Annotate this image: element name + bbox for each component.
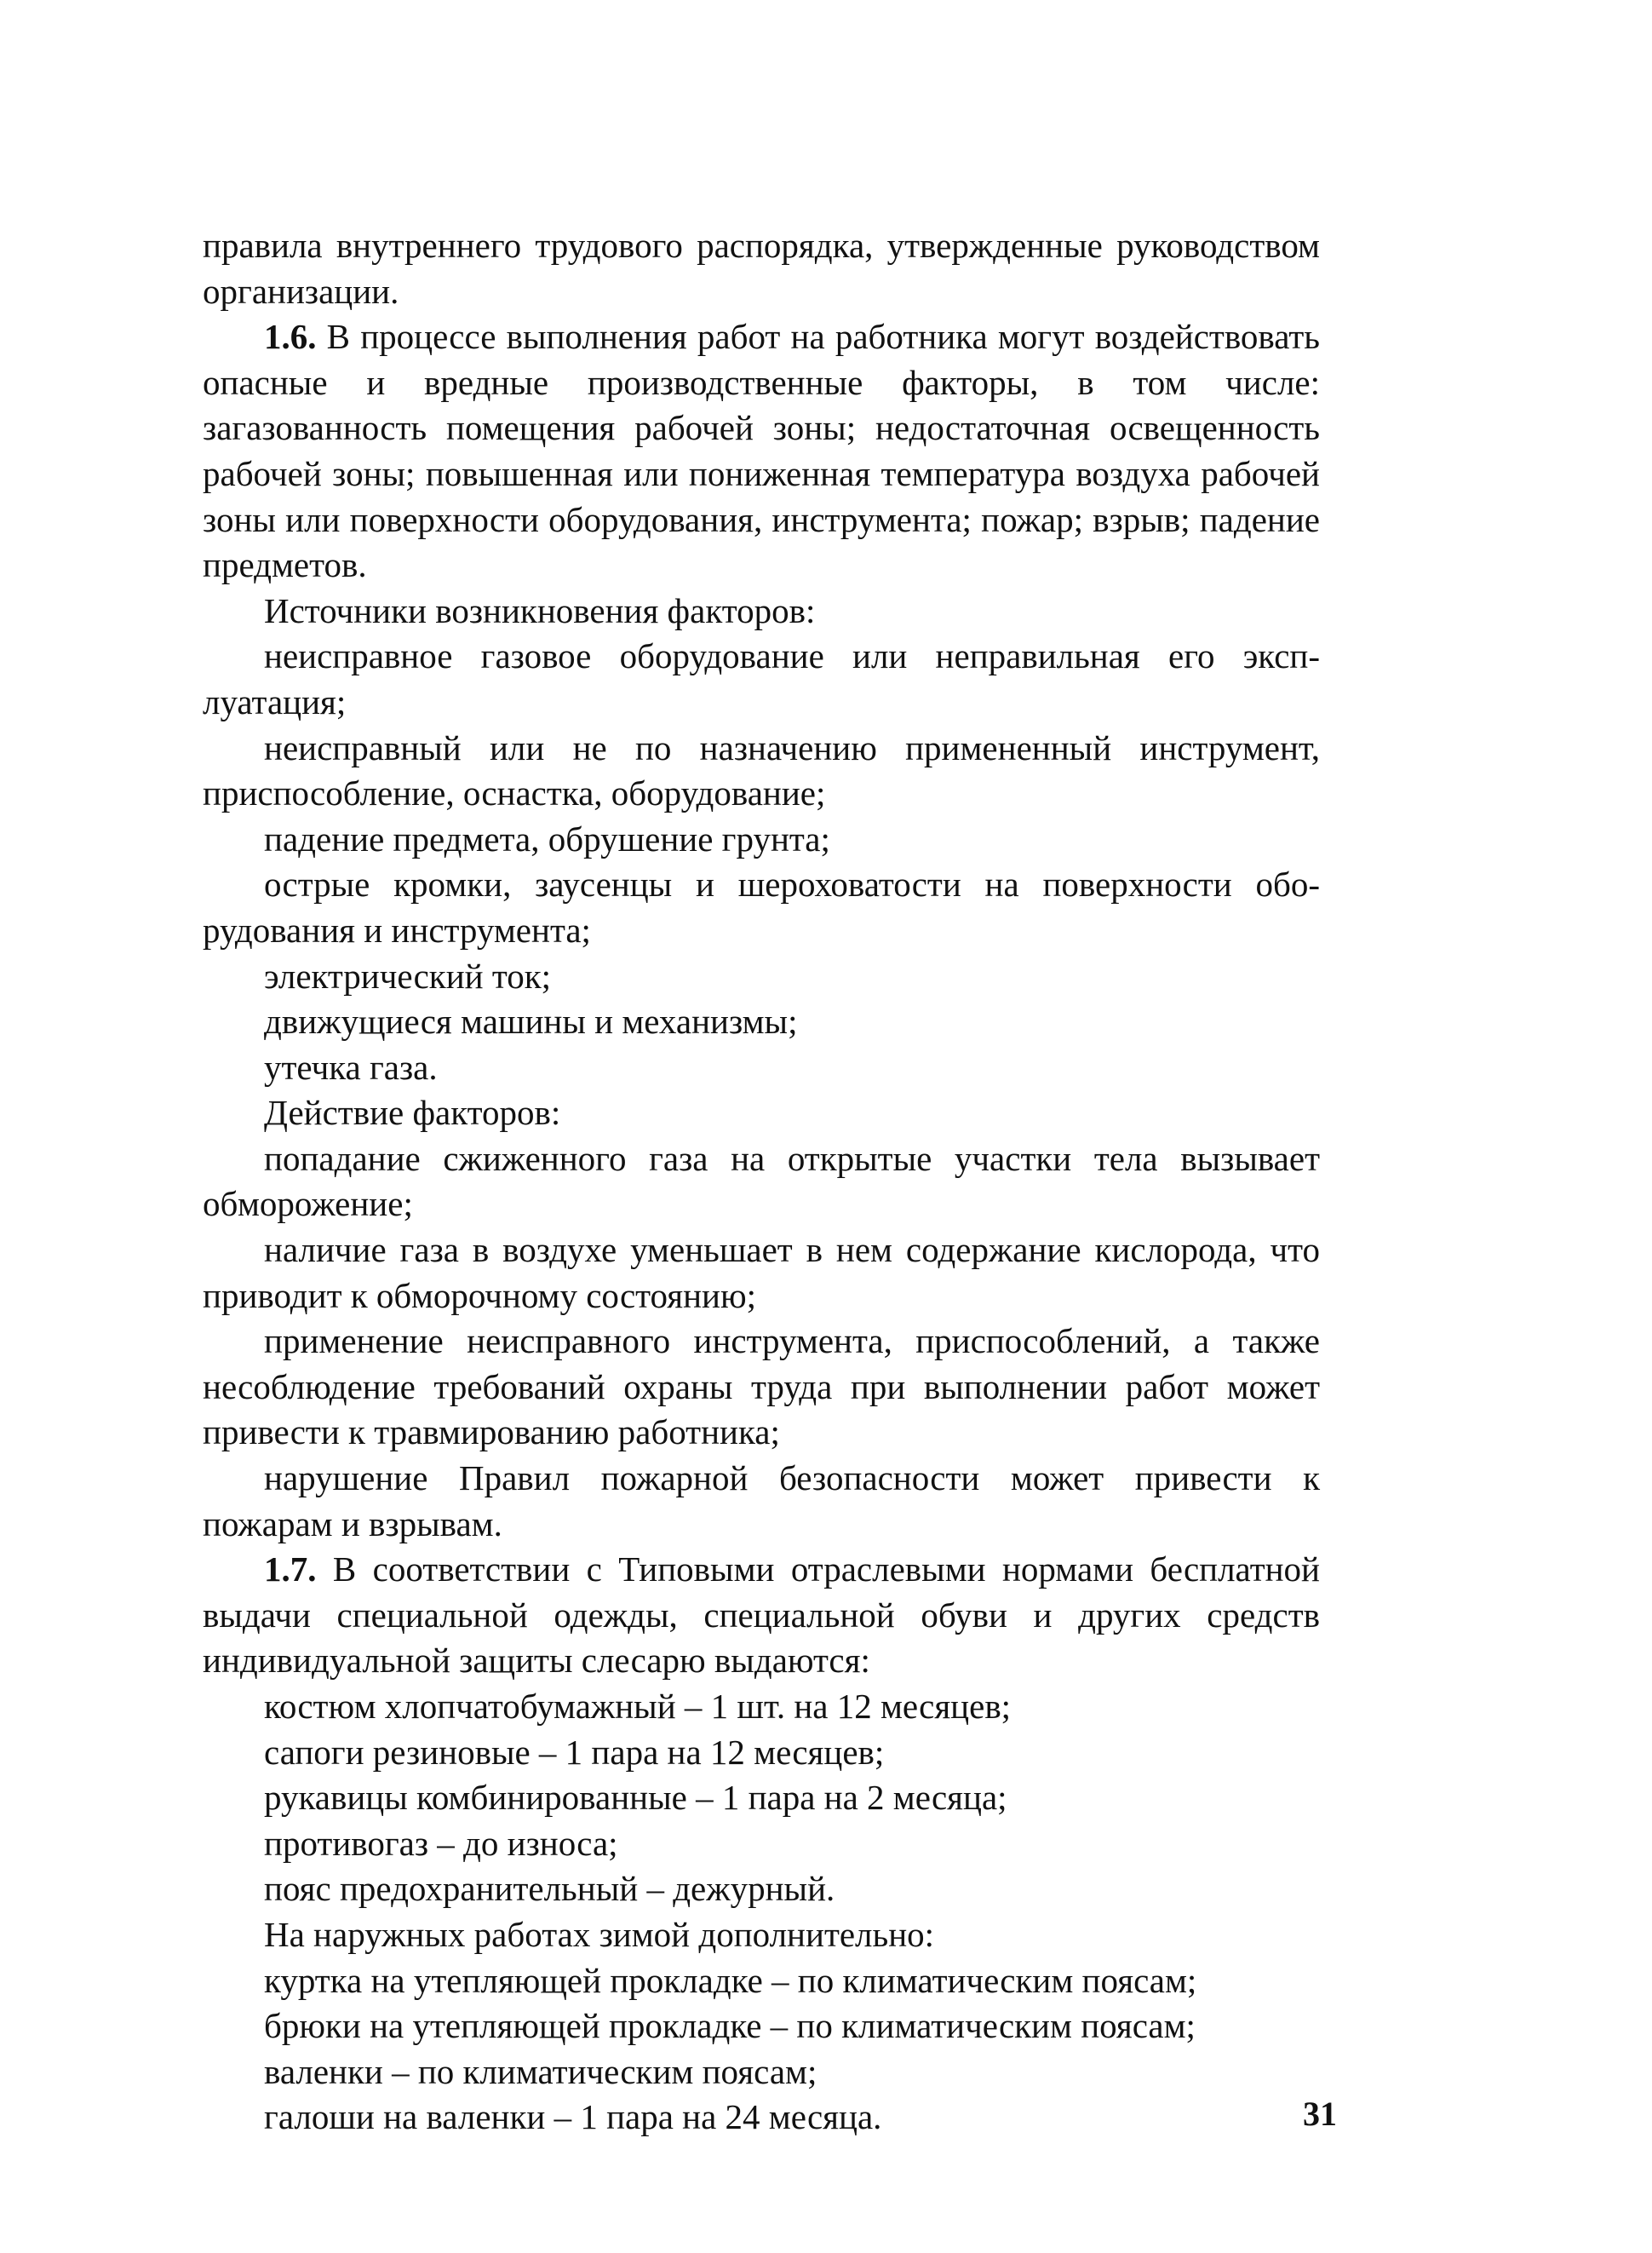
paragraph-text: противогаз – до износа; <box>264 1823 618 1863</box>
paragraph <box>203 1912 1320 1958</box>
paragraph <box>203 1775 1320 1821</box>
paragraph <box>203 726 1320 817</box>
paragraph <box>203 1821 1320 1867</box>
paragraph-text: острые кромки, заусенцы и шероховатости на поверхности оборудования и инструмента; <box>203 865 1320 950</box>
paragraph-text: нарушение Правил пожарной безопасности может привести к пожарам и взрывам. <box>203 1458 1320 1543</box>
paragraph-text: костюм хлопчатобумажный – 1 шт. на 12 месяцев; <box>264 1687 1012 1726</box>
section-number: 1.6. <box>264 317 317 357</box>
paragraph-text: падение предмета, обрушение грунта; <box>264 819 830 859</box>
paragraph <box>203 1866 1320 1912</box>
paragraph-text: утечка газа. <box>264 1047 438 1087</box>
paragraph-text: На наружных работах зимой дополнительно: <box>264 1914 935 1954</box>
paragraph-text: В процессе выполнения работ на работника могут воздействовать опасные и вредные производственные факторы, в том числе: загазованность помещения рабочей зоны; недостаточная освещенность рабочей зоны; повышенная или пониженная температура воздуха рабочей зоны или поверхности оборудования, инструмента; пожар; взрыв; падение предметов. <box>203 317 1320 585</box>
paragraph <box>203 1045 1320 1091</box>
paragraph <box>203 1547 1320 1684</box>
paragraph <box>203 1958 1320 2004</box>
paragraph-text: правила внутреннего трудового распорядка, утвержденные руководством организации. <box>203 226 1320 311</box>
paragraph-text: Действие факторов: <box>264 1093 561 1133</box>
paragraph-text: брюки на утепляющей прокладке – по климатическим поясам; <box>264 2006 1196 2046</box>
paragraph <box>203 2095 1320 2141</box>
paragraph <box>203 999 1320 1045</box>
paragraph-text: валенки – по климатическим поясам; <box>264 2051 817 2091</box>
paragraph <box>203 1730 1320 1776</box>
paragraph <box>203 314 1320 589</box>
paragraph-text: попадание сжиженного газа на открытые участки тела вызывает обморожение; <box>203 1138 1320 1224</box>
paragraph-text: куртка на утепляющей прокладке – по климатическим поясам; <box>264 1960 1197 2000</box>
paragraph <box>203 954 1320 1000</box>
page-body-text <box>203 223 1320 2141</box>
paragraph <box>203 223 1320 314</box>
paragraph <box>203 1319 1320 1456</box>
paragraph-text: наличие газа в воздухе уменьшает в нем содержание кислорода, что приводит к обморочному состоянию; <box>203 1230 1320 1315</box>
paragraph <box>203 862 1320 953</box>
paragraph-text: неисправное газовое оборудование или неправильная его эксплуатация; <box>203 636 1320 721</box>
paragraph-text: Источники возникновения факторов: <box>264 590 816 630</box>
paragraph-text: применение неисправного инструмента, приспособлений, а также несоблюдение требований охраны труда при выполнении работ может привести к травмированию работника; <box>203 1321 1320 1452</box>
paragraph <box>203 1227 1320 1319</box>
paragraph <box>203 1090 1320 1136</box>
paragraph <box>203 1136 1320 1227</box>
paragraph-text: пояс предохранительный – дежурный. <box>264 1869 835 1909</box>
paragraph <box>203 2003 1320 2049</box>
paragraph-text: неисправный или не по назначению примененный инструмент, приспособление, оснастка, оборудование; <box>203 727 1320 813</box>
paragraph-text: электрический ток; <box>264 956 552 996</box>
paragraph <box>203 634 1320 725</box>
paragraph <box>203 1684 1320 1730</box>
page-number: 31 <box>1303 2095 1337 2133</box>
section-number: 1.7. <box>264 1549 317 1589</box>
paragraph <box>203 589 1320 635</box>
paragraph-text: движущиеся машины и механизмы; <box>264 1002 798 1042</box>
paragraph-text: рукавицы комбинированные – 1 пара на 2 месяца; <box>264 1778 1007 1818</box>
paragraph <box>203 817 1320 863</box>
paragraph-text: В соответствии с Типовыми отраслевыми нормами бесплатной выдачи специальной одежды, специальной обуви и других средств индивидуальной защиты слесарю выдаются: <box>203 1549 1320 1681</box>
paragraph <box>203 2049 1320 2095</box>
paragraph-text: сапоги резиновые – 1 пара на 12 месяцев; <box>264 1732 885 1772</box>
paragraph <box>203 1456 1320 1547</box>
paragraph-text: галоши на валенки – 1 пара на 24 месяца. <box>264 2097 882 2137</box>
